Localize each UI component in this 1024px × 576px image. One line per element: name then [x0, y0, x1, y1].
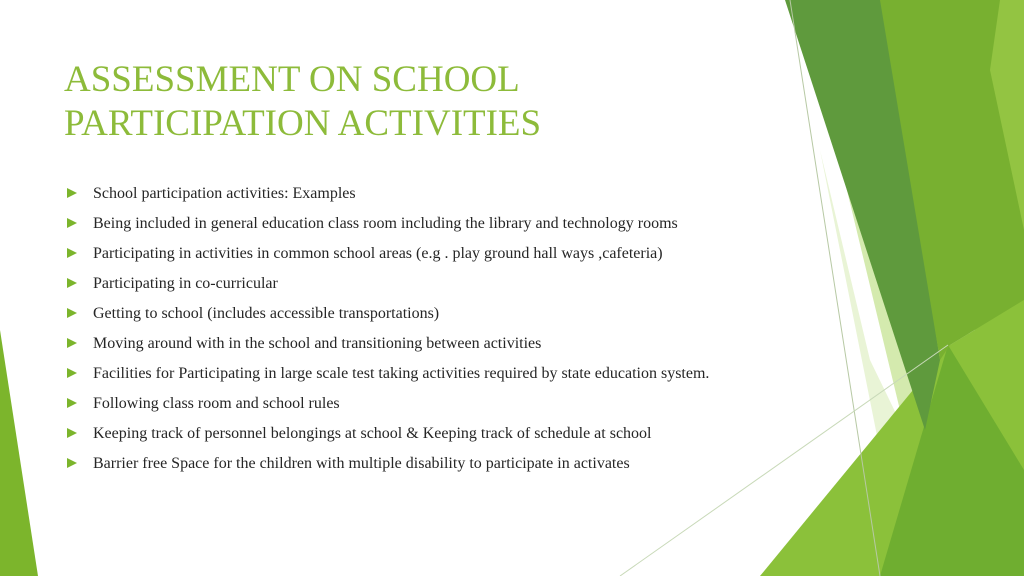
- arrow-bullet-icon: [67, 458, 77, 468]
- arrow-bullet-icon: [67, 188, 77, 198]
- bullet-item: [64, 214, 754, 233]
- arrow-bullet-icon: [67, 278, 77, 288]
- bullet-item: [64, 394, 754, 413]
- bullet-text: Participating in activities in common school areas (e.g . play ground hall ways ,cafeteria): [93, 245, 663, 262]
- left-green-strip: [0, 330, 38, 576]
- arrow-bullet-icon: [67, 218, 77, 228]
- bullet-item: [64, 454, 754, 473]
- bullet-text: School participation activities: Examples: [93, 185, 356, 202]
- bullet-text: Barrier free Space for the children with multiple disability to participate in activates: [93, 455, 630, 472]
- bullet-item: [64, 424, 754, 443]
- bullet-text: Keeping track of personnel belongings at school & Keeping track of schedule at school: [93, 425, 652, 442]
- bullet-text: Following class room and school rules: [93, 395, 340, 412]
- bullet-text: Facilities for Participating in large scale test taking activities required by state education system.: [93, 365, 710, 382]
- title-line-2: PARTICIPATION ACTIVITIES: [64, 103, 542, 144]
- bullet-text: Participating in co-curricular: [93, 275, 278, 292]
- bullet-text: Moving around with in the school and transitioning between activities: [93, 335, 542, 352]
- arrow-bullet-icon: [67, 308, 77, 318]
- arrow-bullet-icon: [67, 368, 77, 378]
- bullet-list: [64, 184, 754, 484]
- arrow-bullet-icon: [67, 398, 77, 408]
- bullet-text: Getting to school (includes accessible transportations): [93, 305, 440, 322]
- title-line-1: ASSESSMENT ON SCHOOL: [64, 59, 520, 100]
- bullet-item: [64, 304, 754, 323]
- bullet-item: [64, 184, 754, 203]
- bullet-item: [64, 274, 754, 293]
- slide-title: [64, 58, 764, 146]
- arrow-bullet-icon: [67, 338, 77, 348]
- arrow-bullet-icon: [67, 428, 77, 438]
- bullet-item: [64, 364, 754, 383]
- bullet-item: [64, 244, 754, 263]
- bullet-text: Being included in general education class room including the library and technology rooms: [93, 215, 678, 232]
- bullet-item: [64, 334, 754, 353]
- arrow-bullet-icon: [67, 248, 77, 258]
